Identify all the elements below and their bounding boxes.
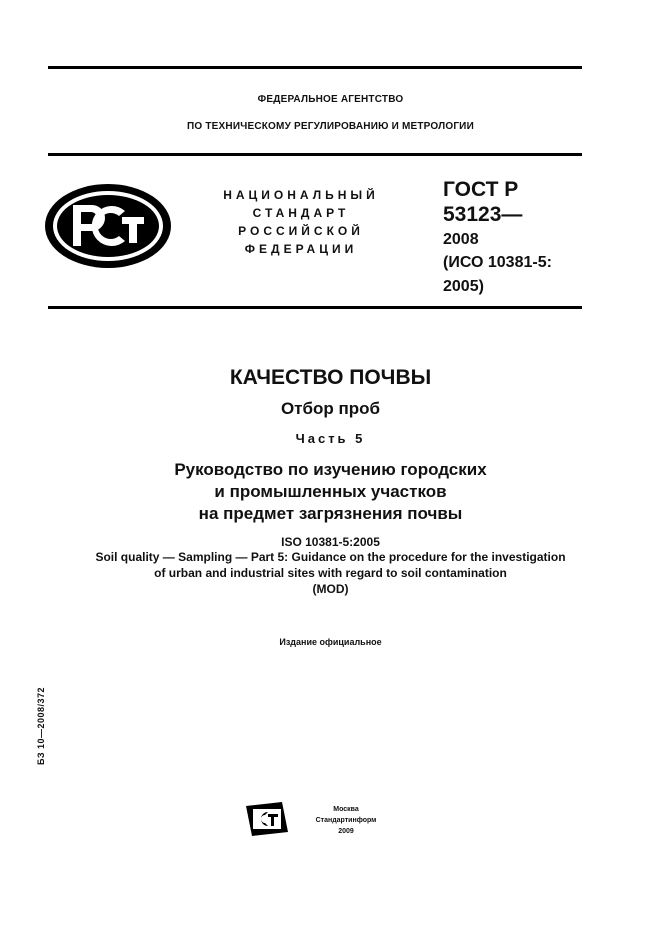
agency-line-1: ФЕДЕРАЛЬНОЕ АГЕНТСТВО [257,94,404,105]
standartinform-logo-icon [246,802,288,836]
gost-line-4: (ИСО 10381-5: [443,254,552,271]
iso-code: ISO 10381-5:2005 [281,535,380,549]
gost-logo-icon [42,181,174,271]
publisher-city: Москва [333,806,359,813]
document-title: КАЧЕСТВО ПОЧВЫ [229,366,432,389]
gost-line-3: 2008 [443,231,479,248]
national-standard-line-4: ФЕДЕРАЦИИ [244,242,358,256]
publication-year: 2009 [338,828,354,835]
national-standard-line-3: РОССИЙСКОЙ [238,224,364,238]
guide-line-1: Руководство по изучению городских [174,460,487,479]
gost-line-1: ГОСТ Р [443,178,519,201]
agency-line-2: ПО ТЕХНИЧЕСКОМУ РЕГУЛИРОВАНИЮ И МЕТРОЛОГИИ [187,121,474,132]
header-rule [48,153,582,156]
guide-line-3: на предмет загрязнения почвы [198,504,463,523]
iso-modification-mark: (MOD) [312,582,349,596]
official-edition-label: Издание официальное [279,637,382,647]
iso-english-title-line-1: Soil quality — Sampling — Part 5: Guidance on the procedure for the investigation [95,550,566,564]
top-rule [48,66,582,69]
gost-line-2: 53123— [443,203,523,226]
side-code: БЗ 10—2008/372 [36,686,46,765]
guide-line-2: и промышленных участков [214,482,447,501]
publisher-block [296,804,396,837]
national-standard-line-2: СТАНДАРТ [252,206,350,220]
document-subtitle: Отбор проб [280,399,381,418]
iso-english-title-line-2: of urban and industrial sites with regard to soil contamination [154,566,507,580]
publisher-name: Стандартинформ [315,817,377,824]
document-part: Часть 5 [295,431,366,446]
national-standard-line-1: НАЦИОНАЛЬНЫЙ [223,188,379,202]
gost-line-5: 2005) [443,278,484,295]
standard-block-rule [48,306,582,309]
